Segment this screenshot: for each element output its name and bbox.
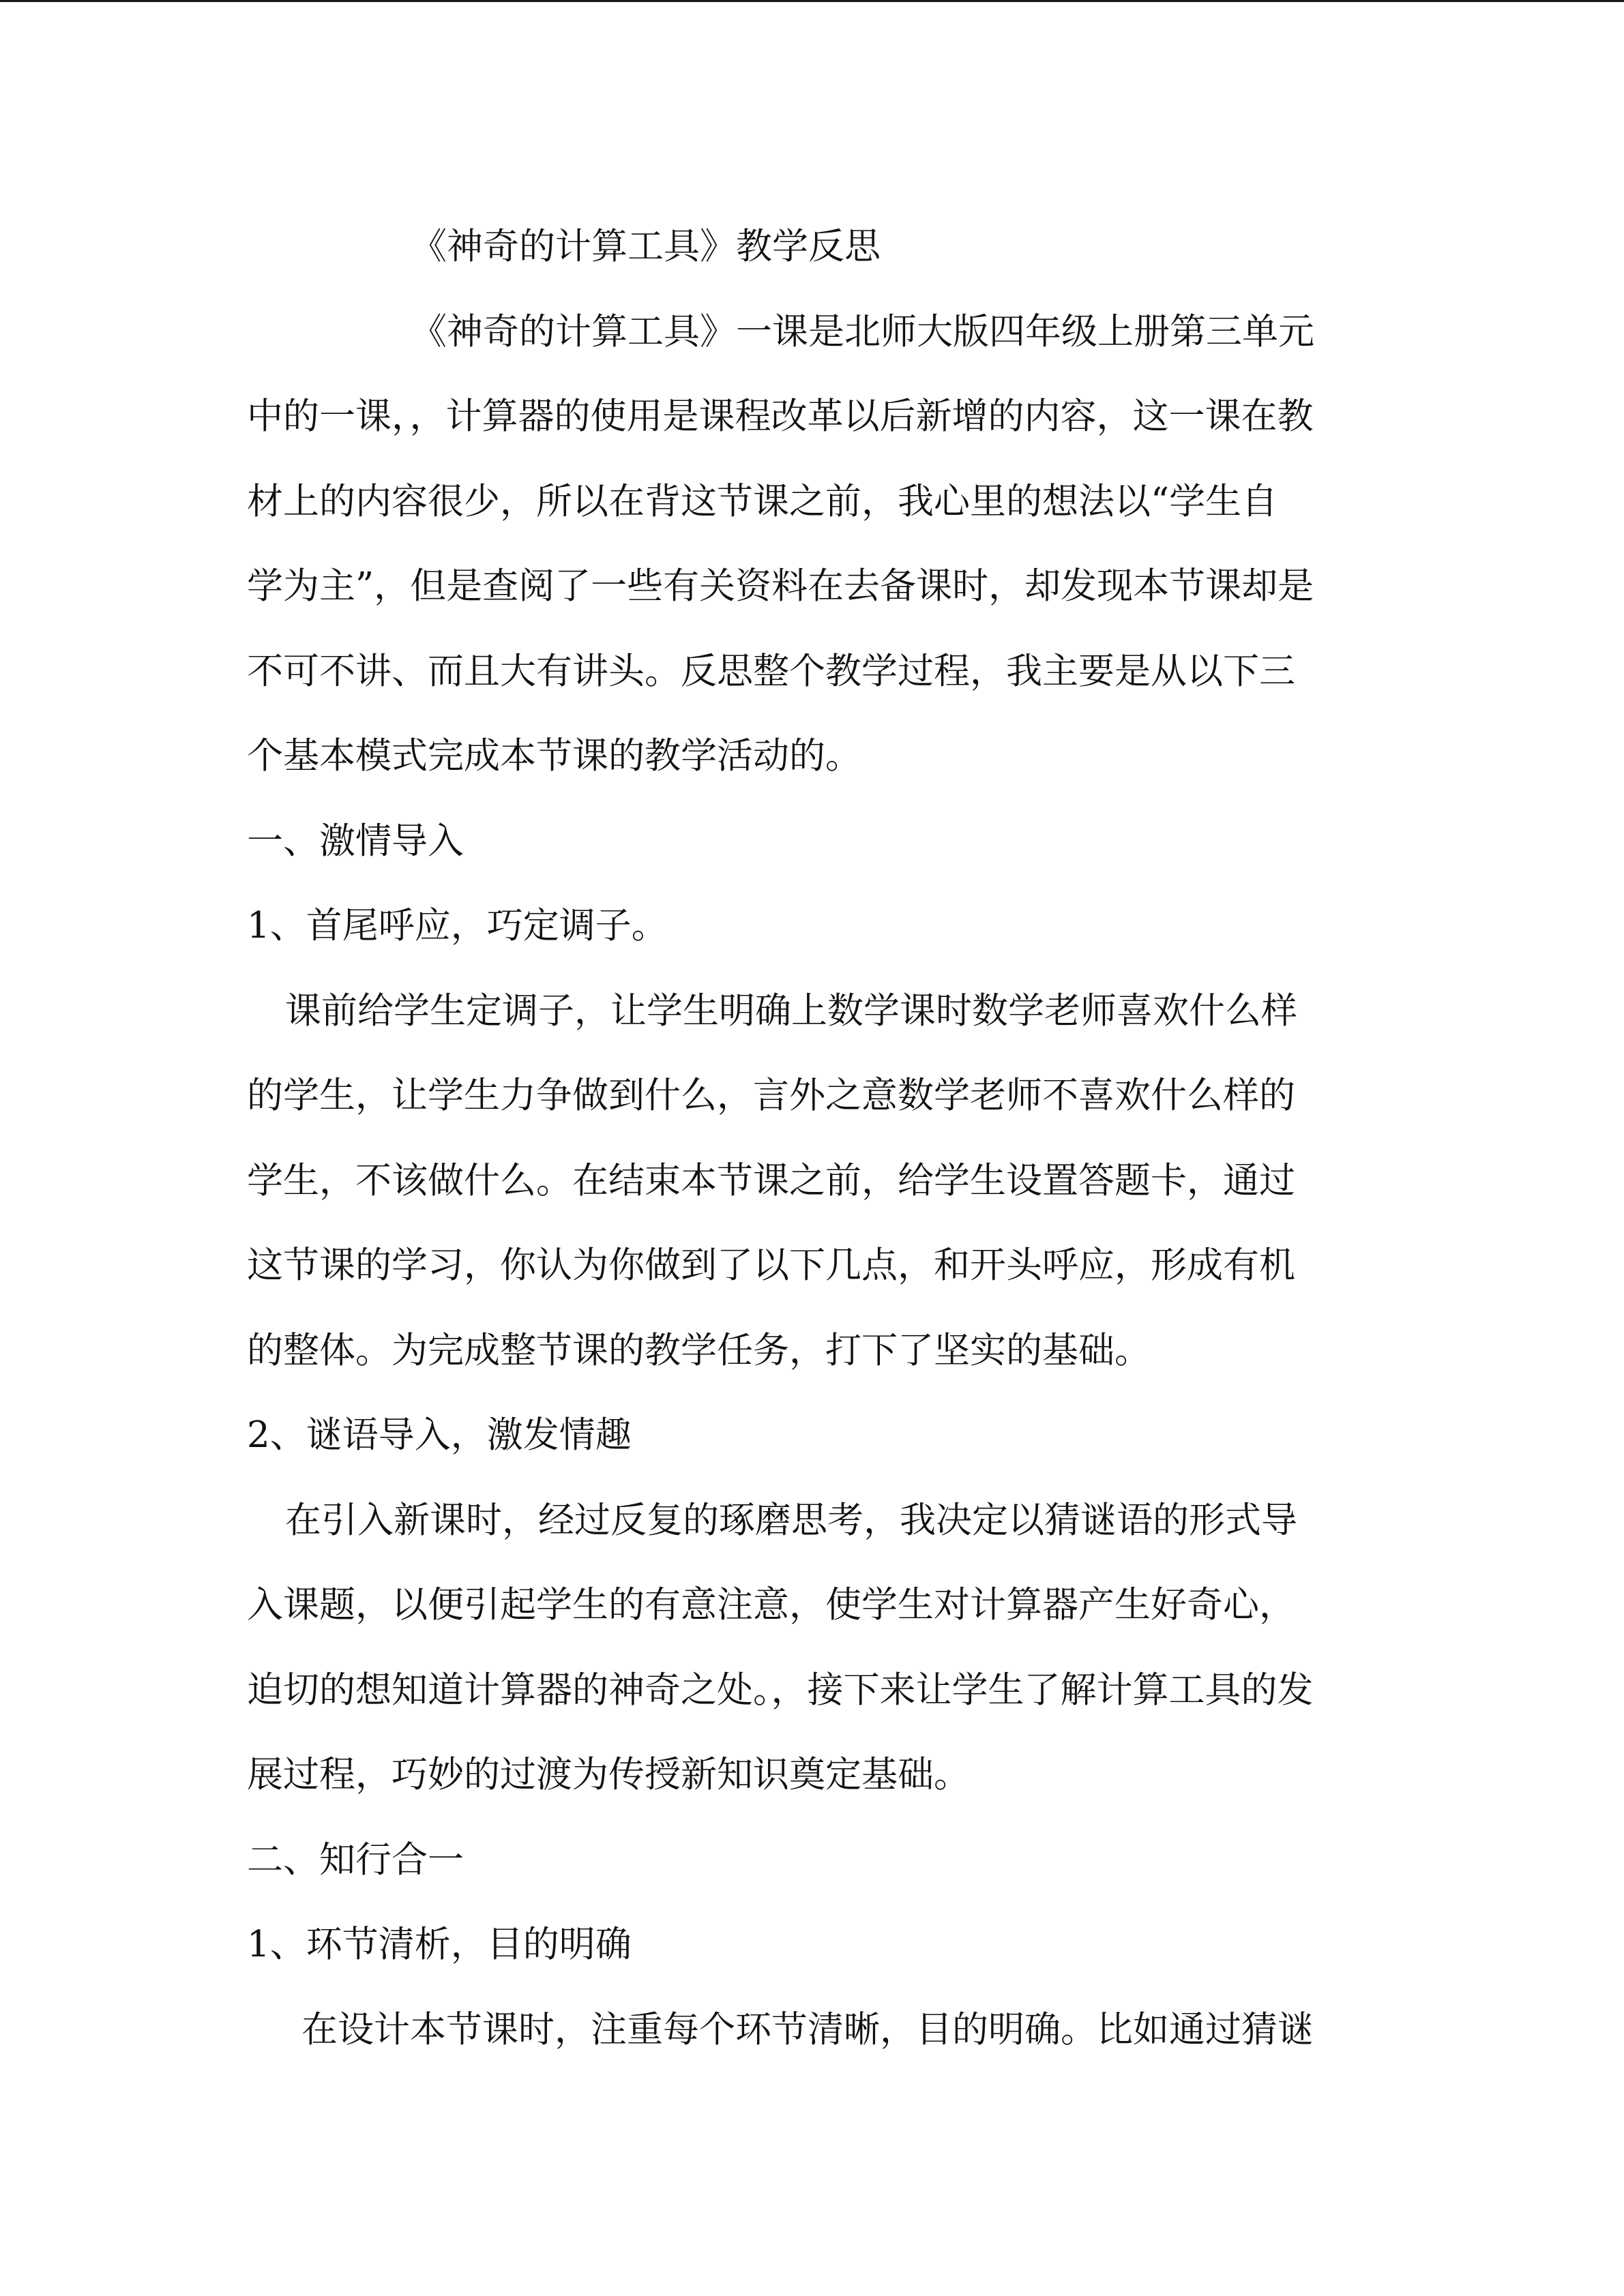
paragraph-intro-line-5: 不可不讲、而且大有讲头。反思整个教学过程，我主要是从以下三 (247, 650, 1295, 692)
document-title: 《神奇的计算工具》教学反思 (411, 226, 881, 267)
paragraph-1-2-line-1: 在引入新课时，经过反复的琢磨思考，我决定以猜谜语的形式导 (285, 1499, 1297, 1541)
subheading-1-1: 1、首尾呼应，巧定调子。 (247, 905, 668, 946)
paragraph-1-1-line-1: 课前给学生定调子，让学生明确上数学课时数学老师喜欢什么样 (285, 989, 1297, 1032)
paragraph-1-1-line-2: 的学生，让学生力争做到什么，言外之意数学老师不喜欢什么样的 (247, 1075, 1295, 1116)
paragraph-intro-line-1: 《神奇的计算工具》一课是北师大版四年级上册第三单元 (411, 310, 1314, 353)
document-page (247, 205, 1379, 2072)
paragraph-intro-line-3: 材上的内容很少，所以在背这节课之前，我心里的想法以“学生自 (247, 480, 1278, 522)
paragraph-1-2-line-3: 迫切的想知道计算器的神奇之处。，接下来让学生了解计算工具的发 (247, 1669, 1314, 1711)
section-heading-2: 二、知行合一 (247, 1838, 464, 1881)
paragraph-intro-line-4: 学为主”，但是查阅了一些有关资料在去备课时，却发现本节课却是 (247, 565, 1314, 607)
paragraph-1-1-line-3: 学生，不该做什么。在结束本节课之前，给学生设置答题卡，通过 (247, 1159, 1295, 1202)
paragraph-1-2-line-2: 入课题，以便引起学生的有意注意，使学生对计算器产生好奇心， (247, 1584, 1295, 1626)
section-heading-1: 一、激情导入 (247, 820, 464, 862)
subheading-2-1: 1、环节清析，目的明确 (247, 1924, 632, 1965)
paragraph-1-2-line-4: 展过程，巧妙的过渡为传授新知识奠定基础。 (247, 1754, 970, 1795)
paragraph-1-1-line-4: 这节课的学习，你认为你做到了以下几点，和开头呼应，形成有机 (247, 1244, 1295, 1286)
paragraph-2-1-line-1: 在设计本节课时，注重每个环节清晰，目的明确。比如通过猜谜 (301, 2008, 1314, 2051)
subheading-1-2: 2、谜语导入，激发情趣 (247, 1414, 632, 1456)
paragraph-intro-line-6: 个基本模式完成本节课的教学活动的。 (247, 735, 861, 777)
paragraph-1-1-line-5: 的整体。为完成整节课的教学任务，打下了坚实的基础。 (247, 1329, 1151, 1371)
page-top-border (0, 0, 1624, 2)
paragraph-intro-line-2: 中的一课，，计算器的使用是课程改革以后新增的内容，这一课在教 (247, 396, 1314, 437)
